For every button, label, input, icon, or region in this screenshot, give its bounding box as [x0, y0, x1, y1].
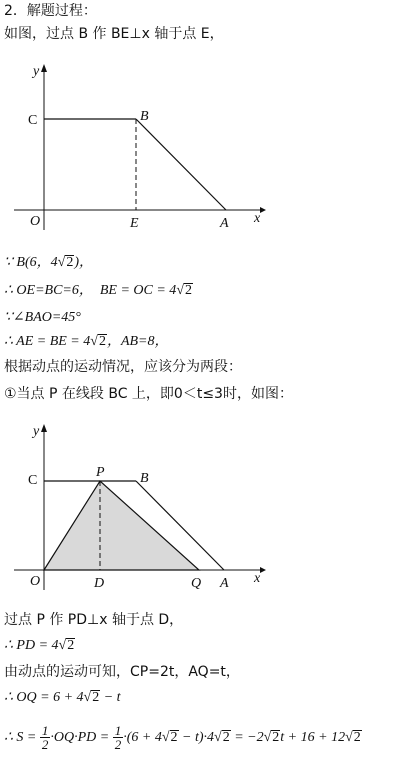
label-c: C: [28, 473, 38, 488]
step-ae-be: [4, 333, 169, 351]
intro-text: 如图，过点 B 作 BE⊥x 轴于点 E，: [4, 26, 224, 42]
step-b-coord: [4, 254, 93, 272]
label-y: y: [33, 424, 40, 439]
y-axis-arrow: [41, 64, 47, 72]
step-area: [4, 724, 362, 751]
step-b-coord-text: ∵ B(6，4√2)，: [4, 255, 93, 270]
label-x: x: [254, 211, 261, 226]
label-a: A: [220, 576, 229, 591]
step-cases: 根据动点的运动情况，应该分为两段：: [4, 359, 242, 375]
step-area-text: ∴ S = $\frac{1}{2}$ ·OQ·PD = $\frac{1}{2}$ ·(6 + 4√2 − t)·4√2 = −2√2t + 16 + 12√2: [4, 723, 361, 752]
label-b: B: [140, 109, 149, 124]
step-oe-bc: [4, 282, 193, 300]
segment-ba: [136, 119, 226, 210]
step-pd-perp: 过点 P 作 PD⊥x 轴于点 D，: [4, 612, 184, 628]
step-motion: 由动点的运动可知，CP=2t，AQ=t，: [4, 664, 240, 680]
label-q: Q: [191, 576, 202, 591]
step-oe-bc-text: ∴ OE=BC=6， BE = OC = 4√2: [4, 283, 192, 298]
x-axis-arrow: [260, 207, 266, 213]
step-pd-value: [4, 637, 75, 655]
triangle-opq: [44, 481, 199, 570]
step-pd-value-text: ∴ PD = 4√2: [4, 638, 75, 653]
label-o: O: [30, 574, 41, 589]
step-case-one: ①当点 P 在线段 BC 上，即0＜t≤3时，如图：: [4, 386, 293, 402]
step-ae-be-text: ∴ AE = BE = 4√2，AB=8，: [4, 334, 169, 349]
label-a: A: [220, 216, 229, 231]
figure-2: [10, 420, 270, 595]
figure-1: [10, 60, 270, 235]
label-p: P: [96, 465, 105, 480]
label-b: B: [140, 471, 149, 486]
label-d: D: [94, 576, 105, 591]
label-e: E: [130, 216, 139, 231]
y-axis-arrow: [41, 424, 47, 432]
label-y: y: [33, 64, 40, 79]
x-axis-arrow: [260, 567, 266, 573]
section-title: 2．解题过程：: [4, 3, 97, 19]
label-o: O: [30, 214, 41, 229]
step-oq-text: ∴ OQ = 6 + 4√2 − t: [4, 690, 121, 705]
step-angle: ∵∠BAO=45°: [4, 310, 81, 325]
step-oq: [4, 689, 121, 707]
label-c: C: [28, 113, 38, 128]
label-x: x: [254, 571, 261, 586]
